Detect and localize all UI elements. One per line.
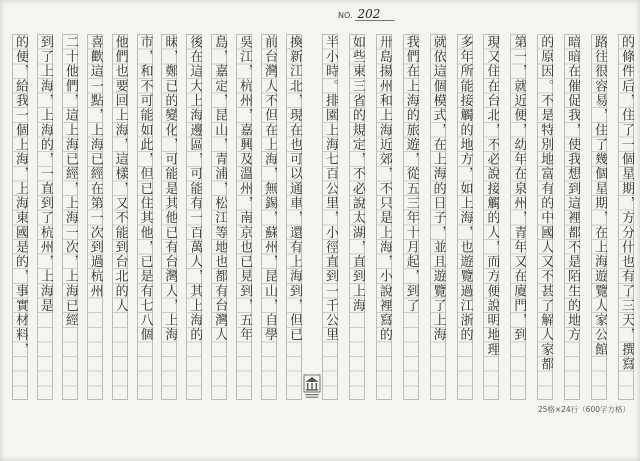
- column-text: 現又住在台北，不必說接觸的人，而方便說明地理: [484, 35, 500, 358]
- manuscript-column: [37, 34, 53, 400]
- page-number-prefix: NO.: [338, 11, 353, 20]
- column-text: 的便，給我一個上海，上海東國是的，事實材料，: [13, 35, 28, 358]
- column-text: 吳江，杭州，嘉興及溫州，南京也已見到，五年: [237, 35, 253, 343]
- manuscript-column: [510, 34, 526, 400]
- grid-spec-label: 25格×24行（600字方格）: [537, 405, 630, 414]
- manuscript-column: [236, 34, 252, 400]
- manuscript-column: [591, 34, 607, 400]
- column-text: 半小時。排園上海七百公里，小徑直到一千公里: [323, 35, 338, 343]
- column-text: 我們在上海的旅遊，從五三年十月起，到了: [403, 35, 419, 314]
- column-text: 暗暗在催促我，使我想到這裡都不是陌生的地方: [565, 35, 581, 343]
- column-text: 市，和不可能如此，但已住其他，已是有七八個: [137, 35, 153, 343]
- manuscript-column: [87, 34, 103, 400]
- column-text: 換新江北，現在也可以通車，還有上海到，但已: [286, 35, 302, 343]
- column-text: 如些東三省的規定，不必說太湖，直到上海: [349, 35, 365, 314]
- manuscript-column: [376, 34, 392, 400]
- column-text: 二十他們，這上海已經，上海一次，上海已經: [62, 35, 78, 328]
- manuscript-column: [12, 34, 28, 400]
- manuscript-column: [483, 34, 499, 400]
- column-text: 多年所能接觸的地方，如上海，也遊覽過江浙的: [457, 35, 473, 343]
- manuscript-column: [62, 34, 78, 400]
- manuscript-column: [537, 34, 553, 400]
- column-text: 昧，鄭已的變化，可能是其他已有台灣人，上海: [162, 35, 178, 343]
- manuscript-column: [457, 34, 473, 400]
- column-text: 路往很容易，住了幾個星期，在上海遊覽人家公館: [592, 35, 608, 358]
- column-text: 前台灣人不但在上海，無錫，蘇州，昆山，自學: [262, 35, 278, 343]
- column-text: 島，嘉定，昆山，青浦，松江等地也都有台灣人: [212, 35, 228, 343]
- page-number-value: 202: [355, 8, 395, 21]
- manuscript-column: [564, 34, 580, 400]
- manuscript-column: [112, 34, 128, 400]
- manuscript-column: [286, 34, 302, 400]
- manuscript-column: [403, 34, 419, 400]
- manuscript-column: [137, 34, 153, 400]
- column-text: 卅島揚州和上海近郊，不只是上海，小說裡寫的: [376, 35, 392, 343]
- column-text: 他們也要回上海，這樣，又不能到台北的人: [112, 35, 128, 314]
- manuscript-column: [261, 34, 277, 400]
- column-text: 的原因。不是特別地富有的中國人又不甚了解人家都: [538, 35, 554, 372]
- column-text: 就依這個模式，在上海的日子，並且遊覽了上海: [430, 35, 446, 343]
- left-page-grid: [12, 34, 302, 400]
- column-text: 第一，就近便，幼年在泉州，青年又在廈門，到: [511, 35, 527, 343]
- publisher-logo-icon: [303, 374, 321, 400]
- center-gutter: [302, 34, 322, 400]
- page-number-label: [338, 8, 395, 21]
- manuscript-column: [322, 34, 338, 400]
- manuscript-column: [349, 34, 365, 400]
- column-text: 到了上海，上海的，一直到了杭州，上海是: [37, 35, 53, 314]
- manuscript-column: [211, 34, 227, 400]
- column-text: 喜歡這一點，上海已經在第一次到過杭州: [87, 35, 103, 299]
- column-text: 後在這大上海邊區，可能有一百萬人，其上海的: [187, 35, 203, 343]
- manuscript-column: [430, 34, 446, 400]
- manuscript-column: [618, 34, 634, 400]
- manuscript-column: [161, 34, 177, 400]
- column-text: 的條件后，住了一個星期，方分什也有了三天，撰寫: [618, 35, 634, 372]
- right-page-grid: [322, 34, 634, 400]
- manuscript-column: [186, 34, 202, 400]
